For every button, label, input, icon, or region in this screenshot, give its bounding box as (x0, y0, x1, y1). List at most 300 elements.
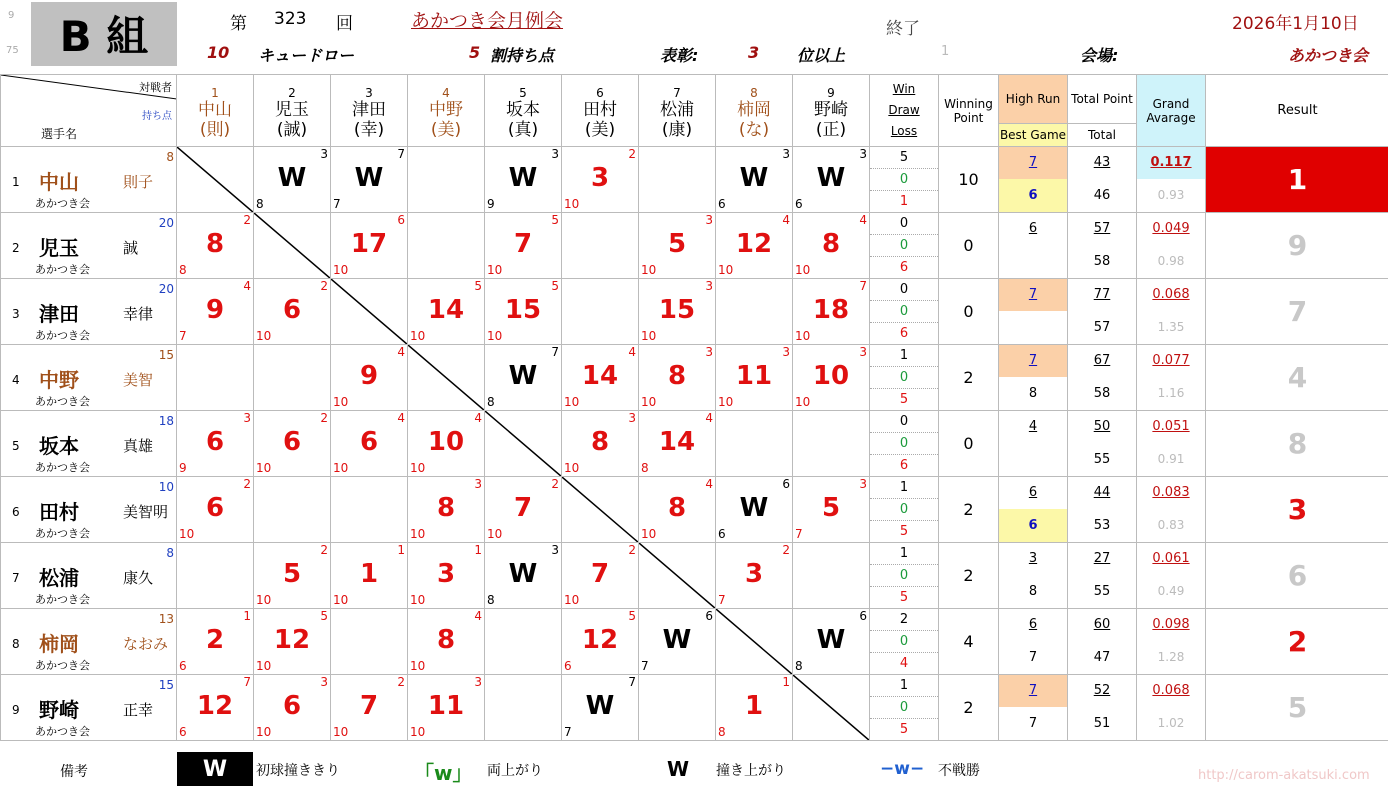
total-inning: 47 (1093, 650, 1111, 665)
match-inning: 5 (551, 279, 559, 293)
match-inning: 3 (551, 543, 559, 557)
player-row (1, 411, 1388, 477)
game-average: 1.16 (1157, 386, 1185, 400)
grand-average-header (1137, 75, 1206, 147)
opponent-header-1 (177, 75, 254, 147)
total-inning: 53 (1093, 518, 1111, 533)
opponent-header-3 (331, 75, 408, 147)
opponent-header-7 (639, 75, 716, 147)
result-rank: 7 (1287, 295, 1308, 328)
draw-count: 0 (870, 235, 938, 257)
player-handicap: 18 (158, 414, 174, 428)
match-cell (562, 213, 639, 279)
match-target: 10 (410, 725, 426, 739)
winning-point-cell (939, 345, 999, 411)
draw-count: 0 (870, 301, 938, 323)
match-inning: 4 (474, 609, 482, 623)
total-point[interactable]: 43 (1093, 155, 1111, 170)
match-inning: 6 (397, 213, 405, 227)
player-no: 8 (12, 637, 20, 651)
high-run[interactable]: 6 (1028, 617, 1038, 632)
opponent-no: 6 (596, 85, 604, 100)
match-inning: 2 (320, 411, 328, 425)
match-target: 10 (487, 329, 503, 343)
match-score: 5 (282, 559, 302, 589)
grand-average-cell (1137, 675, 1206, 741)
opponent-header-5 (485, 75, 562, 147)
winning-point: 0 (963, 236, 974, 255)
opponent-no: 2 (288, 85, 296, 100)
total-point[interactable]: 77 (1093, 287, 1111, 302)
player-no: 5 (12, 439, 20, 453)
match-cell (485, 345, 562, 411)
diagonal-line (177, 147, 254, 213)
match-score: 8 (590, 427, 610, 457)
match-score: 6 (282, 427, 302, 457)
winning-point: 2 (963, 566, 974, 585)
game-average: 1.35 (1157, 320, 1185, 334)
player-handicap: 15 (158, 678, 174, 692)
grand-average-cell (1137, 213, 1206, 279)
site-url[interactable]: http://carom-akatsuki.com (1198, 768, 1370, 783)
high-run[interactable]: 6 (1028, 221, 1038, 236)
match-inning: 4 (705, 411, 713, 425)
grand-average[interactable]: 0.083 (1152, 485, 1190, 500)
winning-point: 2 (963, 500, 974, 519)
opponent-name: 田村 (583, 99, 617, 120)
match-target: 10 (641, 395, 657, 409)
match-target: 10 (179, 527, 195, 541)
winning-point-cell (939, 477, 999, 543)
match-cell (485, 543, 562, 609)
match-inning: 3 (859, 147, 867, 161)
match-cell (562, 543, 639, 609)
match-score: 17 (350, 229, 388, 259)
match-inning: 4 (397, 345, 405, 359)
match-cell (639, 411, 716, 477)
loss-count: 5 (899, 722, 909, 737)
opponent-header-4 (408, 75, 485, 147)
match-target: 10 (410, 461, 426, 475)
grand-average[interactable]: 0.051 (1152, 419, 1190, 434)
match-score: 1 (744, 691, 764, 721)
grand-average-cell (1137, 345, 1206, 411)
player-row (1, 279, 1388, 345)
match-target: 7 (179, 329, 187, 343)
match-cell (716, 279, 793, 345)
match-cell (254, 543, 331, 609)
wdl-cell (870, 279, 939, 345)
match-target: 10 (564, 395, 580, 409)
match-inning: 4 (474, 411, 482, 425)
match-cell (331, 411, 408, 477)
match-cell (639, 675, 716, 741)
total-cell (1068, 345, 1137, 411)
legend-w-plain-text: 撞き上がり (716, 763, 786, 779)
winning-point: 0 (963, 302, 974, 321)
match-target: 7 (641, 659, 649, 673)
match-cell (254, 345, 331, 411)
match-inning: 3 (628, 411, 636, 425)
match-win-mark: W (354, 163, 384, 193)
grand-average-cell (1137, 411, 1206, 477)
match-score: 6 (359, 427, 379, 457)
player-family-name: 児玉 (39, 236, 79, 260)
match-target: 10 (333, 395, 349, 409)
opponent-no: 3 (365, 85, 373, 100)
result-rank: 3 (1287, 493, 1308, 526)
result-cell (1206, 675, 1388, 741)
grand-average-cell (1137, 609, 1206, 675)
wdl-cell (870, 345, 939, 411)
high-run[interactable]: 7 (999, 147, 1067, 179)
winning-point-cell (939, 279, 999, 345)
wdl-cell (870, 477, 939, 543)
match-target: 10 (718, 395, 734, 409)
match-inning: 3 (782, 345, 790, 359)
legend-w-box-text: 初球撞ききり (256, 763, 340, 779)
date-label: 2026年1月10日 (1232, 14, 1359, 34)
player-family-name: 中山 (39, 170, 79, 194)
match-cell (177, 279, 254, 345)
match-cell (408, 543, 485, 609)
match-cell (408, 147, 485, 213)
opponent-short: (な) (738, 119, 770, 140)
match-target: 6 (718, 197, 726, 211)
winning-point: 2 (963, 698, 974, 717)
player-handicap: 13 (158, 612, 174, 626)
opponent-short: (則) (199, 119, 231, 140)
total-point[interactable]: 44 (1093, 485, 1111, 500)
match-target: 8 (795, 659, 803, 673)
match-cell (639, 543, 716, 609)
match-cell (716, 543, 793, 609)
winning-point-cell (939, 147, 999, 213)
legend-ww: 「w」 (414, 761, 473, 785)
match-score: 7 (590, 559, 610, 589)
player-no: 2 (12, 241, 20, 255)
match-inning: 3 (474, 477, 482, 491)
grand-average-cell (1137, 477, 1206, 543)
match-cell (562, 279, 639, 345)
match-score: 2 (205, 625, 225, 655)
grand-average-label: Grand Avarage (1146, 96, 1196, 125)
total-point[interactable]: 57 (1093, 221, 1111, 236)
wdl-cell (870, 147, 939, 213)
high-run[interactable]: 4 (1028, 419, 1038, 434)
grand-average[interactable]: 0.098 (1152, 617, 1190, 632)
match-cell (408, 345, 485, 411)
match-cell (562, 411, 639, 477)
match-target: 7 (564, 725, 572, 739)
match-inning: 6 (859, 609, 867, 623)
match-target: 10 (718, 263, 734, 277)
high-run-cell (999, 411, 1068, 477)
total-point[interactable]: 67 (1093, 353, 1111, 368)
high-run[interactable]: 7 (999, 279, 1067, 311)
draw-count: 0 (870, 499, 938, 521)
player-row (1, 477, 1388, 543)
match-score: 6 (205, 427, 225, 457)
match-cell (331, 675, 408, 741)
match-cell (408, 477, 485, 543)
player-no: 9 (12, 703, 20, 717)
player-name-cell (1, 411, 177, 477)
match-target: 10 (333, 263, 349, 277)
match-cell (716, 213, 793, 279)
match-inning: 2 (243, 213, 251, 227)
match-cell (485, 279, 562, 345)
match-target: 10 (795, 395, 811, 409)
match-inning: 3 (320, 147, 328, 161)
grand-average-cell (1137, 279, 1206, 345)
match-cell (485, 477, 562, 543)
match-score: 14 (658, 427, 696, 457)
match-cell (485, 147, 562, 213)
group-title: B 組 (31, 2, 177, 66)
total-point[interactable]: 60 (1093, 617, 1111, 632)
high-run-cell (999, 543, 1068, 609)
game-average: 1.28 (1157, 650, 1185, 664)
rule-handicap-num: 5 (469, 43, 481, 62)
match-cell (793, 213, 870, 279)
legend-w-blue: −w− (880, 759, 925, 779)
match-score: 12 (735, 229, 773, 259)
opponent-name: 児玉 (275, 99, 309, 120)
grand-average[interactable]: 0.049 (1152, 221, 1190, 236)
match-inning: 7 (628, 675, 636, 689)
game-average: 0.93 (1157, 188, 1185, 202)
match-target: 8 (487, 395, 495, 409)
match-target: 10 (641, 329, 657, 343)
match-score: 7 (359, 691, 379, 721)
winning-point-cell (939, 213, 999, 279)
player-given-name: 美智明 (123, 503, 169, 521)
match-target: 9 (179, 461, 187, 475)
wdl-cell (870, 213, 939, 279)
match-target: 8 (256, 197, 264, 211)
player-no: 1 (12, 175, 20, 189)
match-score: 6 (205, 493, 225, 523)
match-inning: 2 (320, 543, 328, 557)
match-target: 10 (256, 659, 272, 673)
total-inning: 58 (1093, 254, 1111, 269)
match-score: 7 (513, 229, 533, 259)
total-cell (1068, 147, 1137, 213)
meeting-title[interactable]: あかつき会月例会 (411, 10, 564, 32)
match-score: 10 (427, 427, 465, 457)
draw-count: 0 (870, 169, 938, 191)
result-cell (1206, 609, 1388, 675)
winning-point: 0 (963, 434, 974, 453)
match-win-mark: W (508, 361, 538, 391)
match-score: 8 (205, 229, 225, 259)
match-target: 10 (333, 593, 349, 607)
high-run[interactable]: 7 (999, 345, 1067, 377)
match-target: 9 (487, 197, 495, 211)
player-given-name: 真雄 (123, 437, 154, 455)
match-cell (793, 543, 870, 609)
best-game: 7 (1028, 716, 1038, 731)
high-run[interactable]: 7 (999, 675, 1067, 707)
match-inning: 2 (397, 675, 405, 689)
match-inning: 7 (397, 147, 405, 161)
match-score: 8 (667, 493, 687, 523)
match-cell (254, 675, 331, 741)
high-run-header (999, 75, 1068, 147)
result-rank: 4 (1287, 361, 1308, 394)
match-score: 15 (658, 295, 696, 325)
loss-count: 5 (899, 392, 909, 407)
player-given-name: なおみ (123, 635, 169, 653)
match-inning: 5 (474, 279, 482, 293)
winning-point-cell (939, 609, 999, 675)
match-inning: 4 (628, 345, 636, 359)
total-point-label: Total Point (1071, 92, 1133, 106)
result-rank: 6 (1287, 559, 1308, 592)
match-target: 10 (487, 527, 503, 541)
match-cell (716, 411, 793, 477)
match-score: 11 (735, 361, 773, 391)
match-inning: 7 (243, 675, 251, 689)
player-club: あかつき会 (35, 461, 90, 474)
match-win-mark: W (662, 625, 692, 655)
award-rank: 位以上 (797, 46, 846, 65)
match-inning: 3 (705, 213, 713, 227)
win-count: 1 (870, 675, 938, 697)
grand-average[interactable]: 0.068 (1152, 287, 1190, 302)
match-cell (331, 279, 408, 345)
game-average: 0.98 (1157, 254, 1185, 268)
game-average: 0.49 (1157, 584, 1185, 598)
match-cell (793, 675, 870, 741)
opponent-name: 野崎 (814, 99, 848, 120)
grand-average[interactable]: 0.068 (1152, 683, 1190, 698)
player-no: 3 (12, 307, 20, 321)
match-score: 11 (427, 691, 465, 721)
grand-average[interactable]: 0.117 (1137, 147, 1205, 179)
match-target: 10 (641, 527, 657, 541)
match-inning: 2 (243, 477, 251, 491)
total-inning: 55 (1093, 452, 1111, 467)
match-target: 7 (333, 197, 341, 211)
match-cell (408, 675, 485, 741)
award-label: 表彰: (660, 46, 699, 65)
match-target: 10 (256, 725, 272, 739)
total-inning: 51 (1093, 716, 1111, 731)
wdl-cell (870, 411, 939, 477)
player-club: あかつき会 (35, 263, 90, 276)
match-target: 10 (795, 263, 811, 277)
player-no: 6 (12, 505, 20, 519)
player-family-name: 野崎 (39, 698, 79, 722)
header-win: Win (892, 82, 916, 96)
opponent-header-8 (716, 75, 793, 147)
match-cell (331, 345, 408, 411)
match-cell (562, 675, 639, 741)
match-cell (793, 345, 870, 411)
total-point[interactable]: 50 (1093, 419, 1111, 434)
player-row (1, 675, 1388, 741)
match-score: 3 (590, 163, 610, 193)
match-cell (331, 477, 408, 543)
result-cell (1206, 543, 1388, 609)
match-target: 10 (333, 725, 349, 739)
status-label: 終了 (886, 19, 920, 39)
opponent-no: 8 (750, 85, 758, 100)
match-inning: 3 (705, 345, 713, 359)
best-game (999, 245, 1067, 278)
venue-label: 会場: (1080, 46, 1119, 65)
player-handicap: 10 (158, 480, 174, 494)
result-rank: 5 (1287, 691, 1308, 724)
player-family-name: 津田 (39, 302, 79, 326)
match-cell (562, 477, 639, 543)
match-target: 10 (564, 461, 580, 475)
total-point[interactable]: 27 (1093, 551, 1111, 566)
high-run[interactable]: 6 (1028, 485, 1038, 500)
meeting-dai: 第 (230, 14, 247, 34)
header-loss: Loss (890, 124, 918, 138)
loss-count: 6 (899, 458, 909, 473)
draw-count: 0 (870, 697, 938, 719)
match-target: 10 (256, 329, 272, 343)
row-margin-label-1: 9 (8, 10, 15, 21)
grand-average[interactable]: 0.061 (1152, 551, 1190, 566)
match-inning: 5 (628, 609, 636, 623)
draw-count: 0 (870, 565, 938, 587)
high-run-cell (999, 477, 1068, 543)
player-name-cell (1, 609, 177, 675)
best-game: 6 (999, 509, 1067, 542)
match-inning: 3 (859, 477, 867, 491)
loss-count: 1 (899, 194, 909, 209)
result-rank: 2 (1287, 625, 1308, 658)
total-point[interactable]: 52 (1093, 683, 1111, 698)
total-point-header (1068, 75, 1137, 147)
high-run-cell (999, 345, 1068, 411)
best-game (999, 311, 1067, 344)
diagonal-line (716, 609, 793, 675)
match-cell (716, 675, 793, 741)
match-target: 10 (256, 461, 272, 475)
player-row (1, 543, 1388, 609)
opponent-name: 柿岡 (737, 99, 771, 120)
player-name-cell (1, 279, 177, 345)
opponent-short: (真) (507, 119, 539, 140)
high-run-cell (999, 213, 1068, 279)
match-cell (408, 609, 485, 675)
match-cell (408, 279, 485, 345)
loss-count: 5 (899, 590, 909, 605)
match-inning: 1 (243, 609, 251, 623)
grand-average[interactable]: 0.077 (1152, 353, 1190, 368)
match-cell (716, 147, 793, 213)
match-score: 8 (436, 493, 456, 523)
match-cell (639, 345, 716, 411)
win-count: 0 (870, 213, 938, 235)
row-margin-label-2: 75 (6, 45, 19, 56)
match-cell (793, 609, 870, 675)
player-given-name: 幸律 (123, 305, 154, 323)
opponent-header-2 (254, 75, 331, 147)
high-run[interactable]: 3 (1028, 551, 1038, 566)
match-target: 10 (564, 197, 580, 211)
match-inning: 4 (705, 477, 713, 491)
player-given-name: 正幸 (123, 701, 154, 719)
match-cell (793, 411, 870, 477)
match-win-mark: W (585, 691, 615, 721)
